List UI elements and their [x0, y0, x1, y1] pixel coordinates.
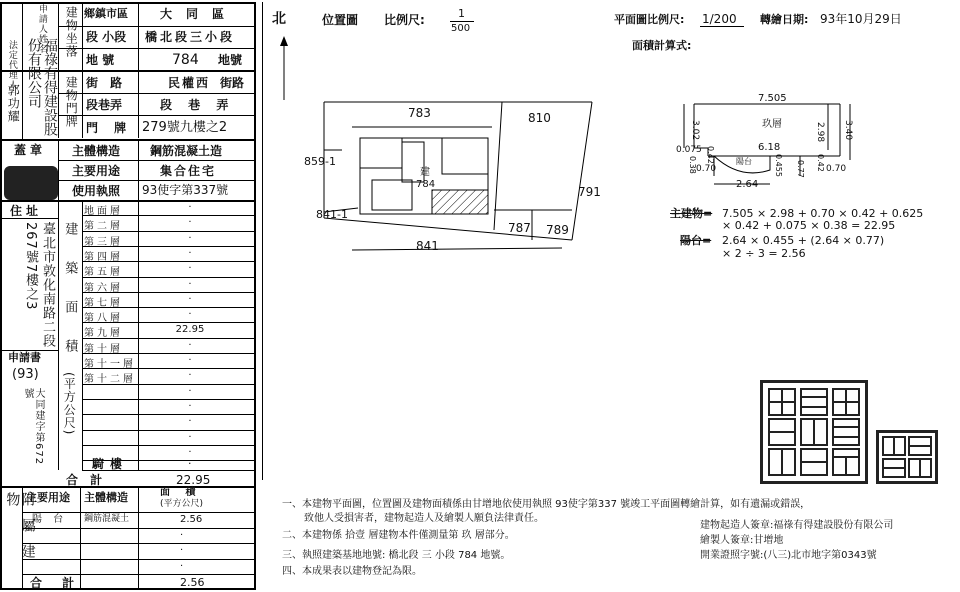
section-label: 段 小段 [86, 30, 127, 44]
note-4: 四、本成果表以建物登記為限。 [282, 566, 422, 577]
map-lot-859-1: 859-1 [304, 155, 336, 168]
dim-3-02: 3.02 [690, 120, 700, 141]
area-unit: (平方公尺) [62, 372, 77, 436]
annex-area: · [180, 545, 184, 556]
permit-label: 使用執照 [72, 184, 121, 198]
lane-value: 段 巷 弄 [160, 98, 235, 112]
permit-value: 93使字第337號 [142, 183, 229, 197]
number-label: 門 牌 [86, 121, 133, 135]
floor-area-value: · [188, 309, 192, 320]
floor-area-value: 22.95 [175, 324, 205, 335]
floor-label: 第五層 [84, 267, 123, 278]
balcony-label: 陽台= [680, 234, 712, 247]
annex-total-value: 2.56 [180, 576, 205, 589]
lot-value: 784 [172, 52, 199, 68]
note-1-cont: 致他人受損害者，建物起造人及繪製人願負法律責任。 [304, 513, 544, 524]
annex-col-area: 面 積 [160, 487, 202, 498]
floor-area-value: · [188, 263, 192, 274]
main-building-label: 主建物= [670, 207, 713, 220]
floor-name: 玖層 [762, 119, 782, 130]
floor-label: 第十層 [84, 344, 123, 355]
lot-label: 地 號 [86, 53, 115, 67]
floor-area-value: · [188, 432, 192, 443]
dim-width: 7.505 [758, 93, 787, 104]
map-lot-841: 841 [416, 239, 439, 253]
dim-0-075: 0.075 [676, 145, 702, 155]
area-calc-label: 面積計算式: [632, 39, 692, 52]
main-building-formula-1: 7.505 × 2.98 + 0.70 × 0.42 + 0.625 [722, 207, 924, 220]
floor-area-value: · [188, 294, 192, 305]
use-value: 集合住宅 [160, 164, 217, 178]
annex-col-area-unit: (平方公尺) [160, 499, 204, 509]
stairs-label: 騎樓 [92, 457, 129, 471]
floor-label: 第八層 [84, 313, 123, 324]
location-map-title: 位置圖 [322, 13, 359, 27]
north-label: 北 [272, 11, 286, 27]
annex-area: 2.56 [180, 514, 203, 525]
total-label: 合 計 [66, 473, 107, 487]
annex-area: · [180, 561, 184, 572]
street-value: 民權西 [168, 76, 211, 90]
dim-0-70-right: 0.70 [826, 164, 847, 174]
balcony-formula-1: 2.64 × 0.455 + (2.64 × 0.77) [722, 234, 885, 247]
number-value: 279號九樓之2 [142, 120, 228, 135]
signer-builder: 建物起造人簽章:福祿有得建設股份有限公司 [700, 520, 894, 531]
floor-area-value: · [188, 401, 192, 412]
floor-label: 第三層 [84, 237, 123, 248]
map-lot-787: 787 [508, 221, 531, 235]
floor-label: 第十二層 [84, 374, 136, 385]
floor-label: 第二層 [84, 221, 123, 232]
total-value: 22.95 [176, 473, 211, 487]
floor-area-value: · [188, 370, 192, 381]
floor-area-value: · [188, 279, 192, 290]
lane-label: 段巷弄 [86, 98, 123, 112]
floor-label: 第九層 [84, 328, 123, 339]
application-year: (93) [12, 367, 39, 382]
lot-unit: 地號 [218, 53, 243, 67]
street-unit: 街路 [220, 76, 245, 90]
dim-6-18: 6.18 [758, 142, 781, 153]
section-value: 橋北段三小段 [145, 30, 236, 44]
dim-0-70-left: 0.70 [696, 164, 717, 174]
applicant-label: 申請人姓名 [36, 4, 47, 54]
annex-col-use: 主要用途 [26, 491, 70, 504]
floor-plan-scale-value: 1/200 [702, 12, 737, 26]
dim-0-42: 0.42 [706, 146, 715, 164]
floor-area-value: · [188, 202, 192, 213]
dim-3-40: 3.40 [843, 120, 853, 141]
floor-area-value: · [188, 340, 192, 351]
stairs-value: · [188, 457, 192, 470]
annex-title: 附屬建物 [4, 492, 36, 570]
annex-area: · [180, 530, 184, 541]
owner-seal-stamp [4, 166, 58, 200]
doorplate-label: 建物門牌 [64, 76, 79, 128]
dim-0-455: 0.455 [774, 154, 783, 177]
note-1: 一、本建物平面圖，位置圖及建物面積係由甘增地依使用執照 93使字第337 號竣工平面圖轉繪計算，如有遺漏或錯誤， [282, 499, 811, 510]
representative-seal-glyphs [879, 433, 935, 481]
floor-label: 第四層 [84, 252, 123, 263]
main-building-formula-2: × 0.42 + 0.075 × 0.38 = 22.95 [722, 219, 896, 232]
address-label: 住址 [10, 204, 43, 218]
company-seal-glyphs [763, 383, 865, 481]
floor-label: 地面層 [84, 206, 123, 217]
note-3: 三、執照建築基地地號: 橋北段 三 小段 784 地號。 [282, 550, 511, 561]
township-label: 鄉鎮市區 [84, 7, 128, 20]
dim-0-77: 0.77 [796, 160, 805, 178]
floor-area-value: · [188, 233, 192, 244]
location-map-scale-num: 1 [458, 7, 465, 20]
floor-area-value: · [188, 248, 192, 259]
structure-label: 主體構造 [72, 144, 121, 158]
application-label: 申請書 [8, 351, 41, 364]
map-lot-810: 810 [528, 111, 551, 125]
balcony-name: 陽台 [736, 157, 752, 166]
township-value: 大同區 [160, 7, 239, 21]
signer-drafter: 繪製人簽章:甘增地 [700, 535, 784, 546]
map-lot-791: 791 [578, 185, 601, 199]
annex-total-label: 合 計 [30, 576, 83, 590]
date-label: 轉繪日期: [760, 13, 809, 26]
note-2: 二、本建物係 拾壹 層建物本件僅測量第 玖 層部分。 [282, 530, 515, 541]
address-value: 臺北市敦化南路二段267號7樓之3 [23, 222, 55, 348]
dim-0-42-right: 0.42 [816, 154, 825, 172]
dim-2-98: 2.98 [815, 122, 825, 143]
dim-2-64: 2.64 [736, 179, 759, 190]
floor-area-value: · [188, 416, 192, 427]
agent-label: 法定代理人 [6, 40, 17, 90]
location-label: 建物坐落 [64, 6, 79, 58]
balcony-formula-2: × 2 ÷ 3 = 2.56 [722, 247, 806, 260]
floor-plan-scale-label: 平面圖比例尺: [614, 13, 685, 26]
map-lot-789: 789 [546, 223, 569, 237]
location-map-scale-den: 500 [451, 23, 471, 34]
signer-license: 開業證照字號:(八三)北市地字第0343號 [700, 550, 877, 561]
area-label: 建築面積 [62, 222, 78, 378]
floor-area-value: · [188, 386, 192, 397]
floor-area-value: · [188, 447, 192, 458]
agent-name: 郭功耀 [6, 84, 21, 123]
representative-seal [876, 430, 938, 484]
structure-value: 鋼筋混凝土造 [150, 144, 223, 158]
use-label: 主要用途 [72, 164, 121, 178]
seal-label: 蓋章 [14, 143, 47, 157]
application-no: 大同建字第672號 [22, 388, 44, 466]
floor-label: 第十一層 [84, 359, 136, 370]
company-seal [760, 380, 868, 484]
floor-area-value: · [188, 355, 192, 366]
map-lot-783: 783 [408, 106, 431, 120]
map-lot-784: 784 [416, 179, 436, 190]
applicant-name: 福祿有得建設股份有限公司 [26, 38, 58, 136]
annex-structure: 鋼筋混凝土 [84, 514, 130, 524]
map-lot-841-1: 841-1 [316, 208, 348, 221]
map-building-mark: 建 [420, 167, 430, 178]
location-map-scale-label: 比例尺: [384, 13, 425, 27]
floor-area-value: · [188, 217, 192, 228]
annex-use: 陽 台 [32, 514, 68, 525]
date-value: 93年10月29日 [820, 12, 902, 26]
annex-col-structure: 主體構造 [84, 491, 128, 504]
street-label: 街 路 [86, 76, 127, 90]
floor-label: 第六層 [84, 283, 123, 294]
dim-0-38: 0.38 [688, 156, 697, 174]
floor-label: 第七層 [84, 298, 123, 309]
